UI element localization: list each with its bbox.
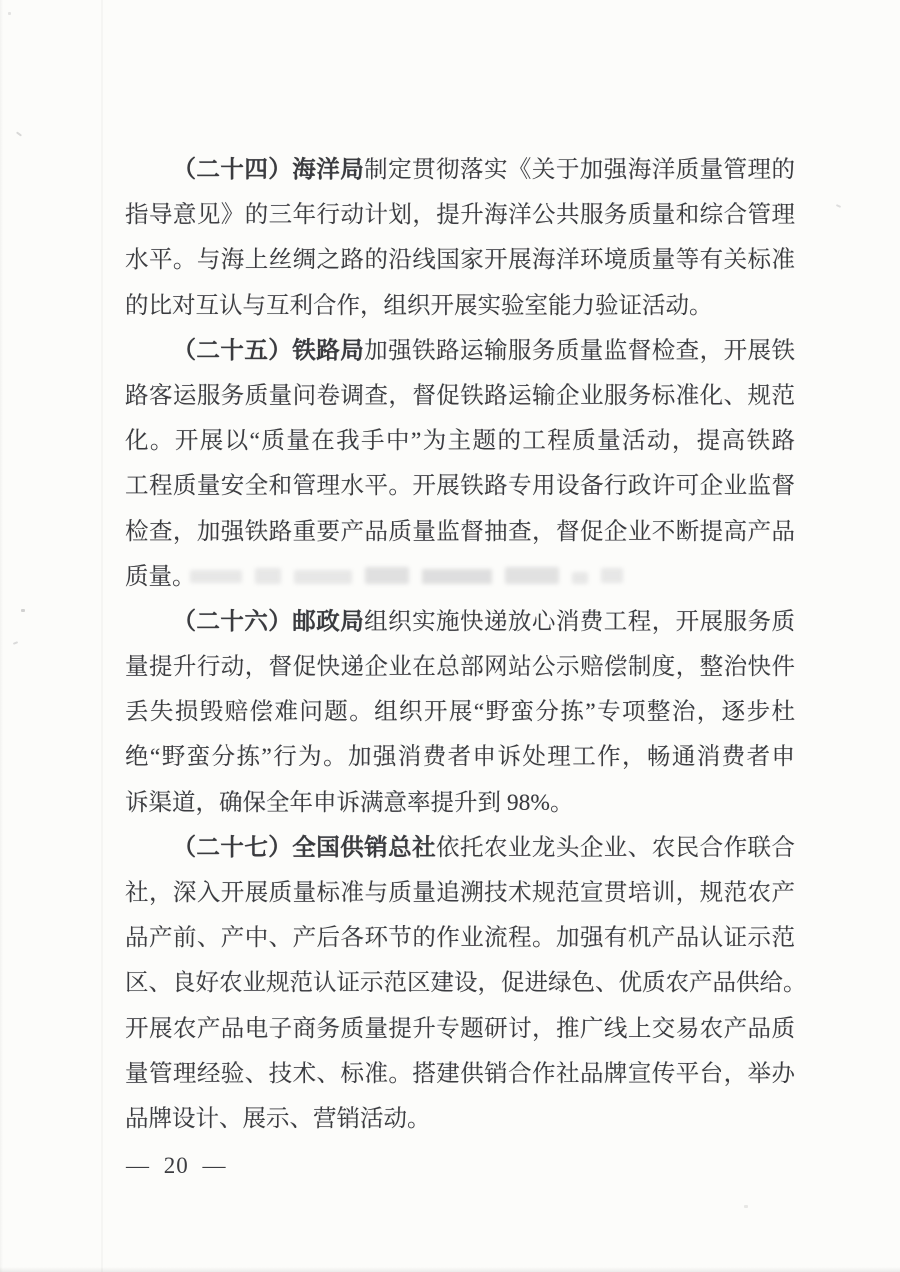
text-line: 丢失损毁赔偿难问题。组织开展“野蛮分拣”专项整治，逐步杜 [125, 699, 795, 726]
scan-speck [21, 609, 25, 612]
clause-head: （二十四）海洋局 [172, 157, 365, 183]
scan-speck [16, 131, 22, 136]
text-line: 检查，加强铁路重要产品质量监督抽查，督促企业不断提高产品 [125, 518, 795, 545]
text-line: 诉渠道，确保全年申诉满意率提升到 98%。 [125, 789, 574, 816]
text-line: （二十五）铁路局加强铁路运输服务质量监督检查，开展铁 [172, 337, 796, 364]
text-line: 工程质量安全和管理水平。开展铁路专用设备行政许可企业监督 [125, 473, 795, 500]
text-line: 量提升行动，督促快递企业在总部网站公示赔偿制度，整治快件 [125, 654, 795, 681]
clause-head: （二十五）铁路局 [172, 337, 365, 364]
text-line: （二十六）邮政局组织实施快递放心消费工程，开展服务质 [172, 608, 796, 635]
scan-fold-line [101, 0, 103, 1272]
scan-speck [13, 641, 18, 645]
scan-speck [744, 1205, 748, 1208]
text-line: （二十七）全国供销总社依托农业龙头企业、农民合作联合 [172, 834, 796, 861]
text-line: 水平。与海上丝绸之路的沿线国家开展海洋环境质量等有关标准 [125, 247, 795, 274]
text-line: 质量。 [125, 563, 196, 590]
text-line: 开展农产品电子商务质量提升专题研讨，推广线上交易农产品质 [125, 1015, 795, 1042]
text-line: 路客运服务质量问卷调查，督促铁路运输企业服务标准化、规范 [125, 382, 795, 409]
text-line: 品牌设计、展示、营销活动。 [125, 1105, 431, 1132]
text-line: 化。开展以“质量在我手中”为主题的工程质量活动，提高铁路 [125, 428, 795, 455]
scan-speck [836, 204, 841, 208]
clause-head: （二十七）全国供销总社 [172, 834, 437, 861]
text-line: 社，深入开展质量标准与质量追溯技术规范宣贯培训，规范农产 [125, 880, 795, 906]
document-body [125, 148, 807, 1142]
scan-edge-shade-bottom [0, 1267, 900, 1272]
text-line: 指导意见》的三年行动计划，提升海洋公共服务质量和综合管理 [125, 202, 795, 229]
text-line: 量管理经验、技术、标准。搭建供销合作社品牌宣传平台，举办 [125, 1060, 795, 1087]
clause-head: （二十六）邮政局 [172, 608, 365, 635]
scan-edge-shade-left [0, 0, 3, 1272]
text-line: 的比对互认与互利合作，组织开展实验室能力验证活动。 [125, 292, 713, 319]
page-number: — 20 — [126, 1153, 227, 1178]
text-line: 绝“野蛮分拣”行为。加强消费者申诉处理工作，畅通消费者申 [125, 744, 795, 771]
text-line: 区、良好农业规范认证示范区建设，促进绿色、优质农产品供给。 [125, 970, 807, 997]
text-line: 品产前、产中、产后各环节的作业流程。加强有机产品认证示范 [125, 925, 795, 952]
scan-speck [8, 12, 11, 15]
text-line: （二十四）海洋局制定贯彻落实《关于加强海洋质量管理的 [172, 157, 796, 183]
